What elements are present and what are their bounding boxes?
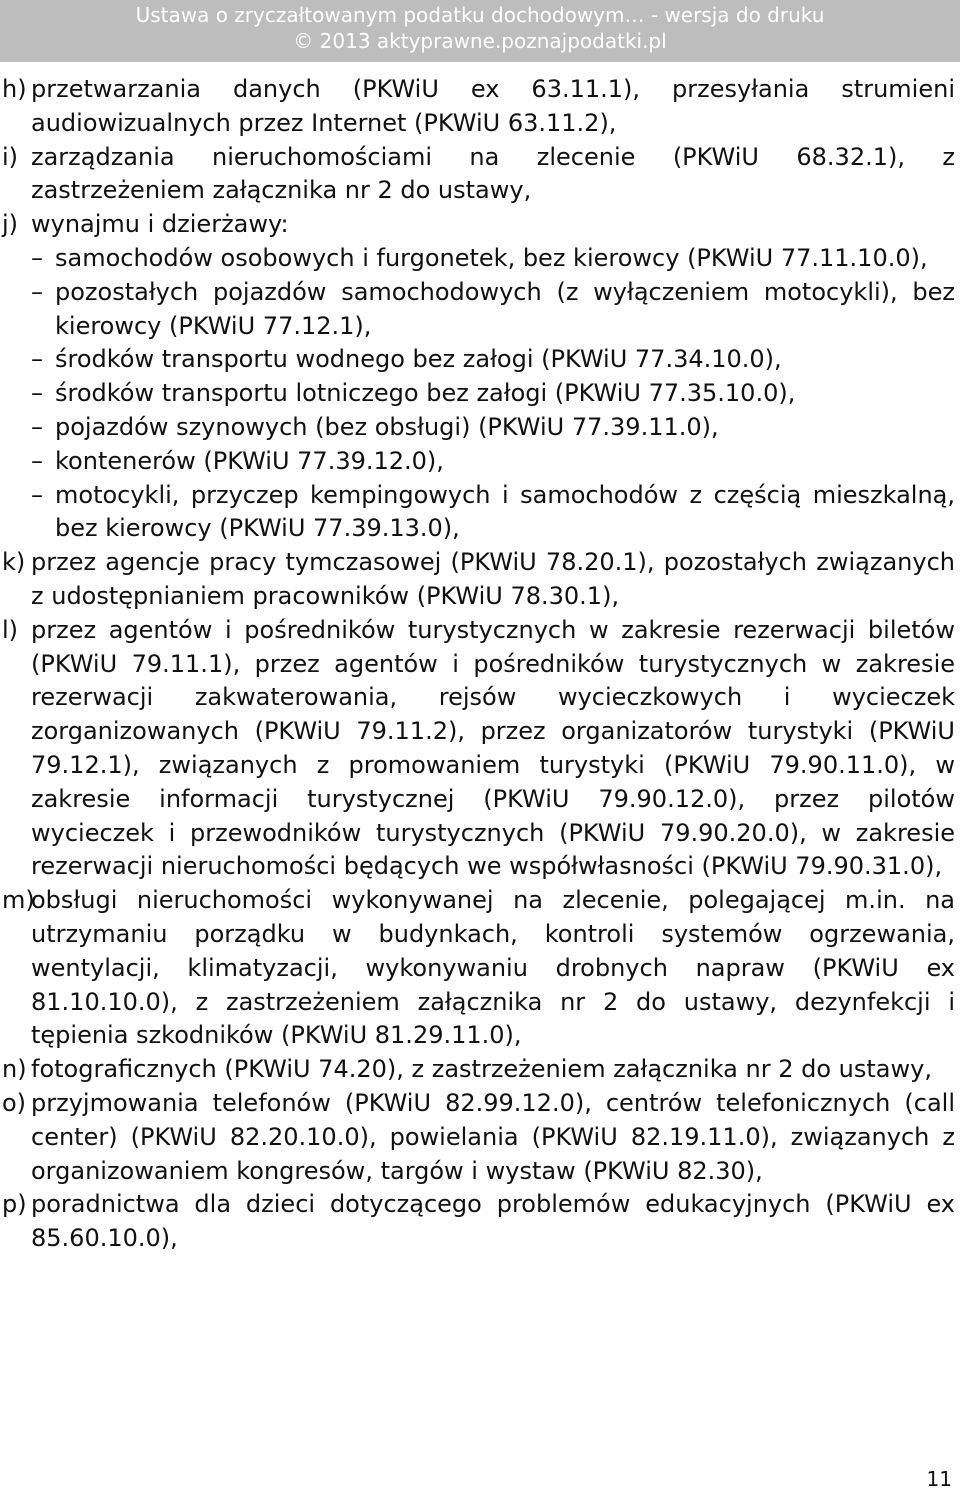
item-text: obsługi nieruchomości wykonywanej na zlecenie, polegającej m.in. na utrzymaniu porządku w budynkach, kontroli systemów ogrzewania, wentylacji, klimatyzacji, wykonywaniu drobnych napraw (PKWiU ex 81.10.10.0), z zastrzeżeniem załącznika nr 2 do ustawy, dezynfekcji i tępienia szkodników (PKWiU 81.29.11.0), bbox=[31, 886, 955, 1050]
item-label: h) bbox=[2, 75, 27, 103]
item-label: l) bbox=[2, 615, 19, 644]
header-title: Ustawa o zryczałtowanym podatku dochodowym… - wersja do druku bbox=[135, 3, 825, 27]
item-text: poradnictwa dla dzieci dotyczącego problemów edukacyjnych (PKWiU ex 85.60.10.0), bbox=[31, 1190, 955, 1253]
dash-bullet: – bbox=[31, 277, 43, 306]
sub-item bbox=[0, 242, 955, 276]
item-text: przyjmowania telefonów (PKWiU 82.99.12.0), centrów telefonicznych (call center) (PKWiU 82.20.10.0), powielania (PKWiU 82.19.11.0), związanych z organizowaniem kongresów, targów i wystaw (PKWiU 82.30), bbox=[31, 1088, 955, 1185]
item-text: fotograficznych (PKWiU 74.20), z zastrzeżeniem załącznika nr 2 do ustawy, bbox=[31, 1055, 932, 1084]
dash-bullet: – bbox=[31, 480, 43, 509]
list-item bbox=[0, 1188, 955, 1256]
document-header bbox=[0, 0, 960, 62]
list-item bbox=[0, 141, 955, 209]
item-label: i) bbox=[2, 142, 19, 171]
sub-item bbox=[0, 343, 955, 377]
list-item bbox=[0, 73, 955, 141]
sub-item bbox=[0, 276, 955, 344]
dash-bullet: – bbox=[31, 345, 43, 374]
list-item bbox=[0, 208, 955, 242]
document-body bbox=[0, 73, 955, 1256]
list-item bbox=[0, 884, 955, 1053]
sub-item bbox=[0, 411, 955, 445]
item-text: przez agencje pracy tymczasowej (PKWiU 78.20.1), pozostałych związanych z udostępnianiem pracowników (PKWiU 78.30.1), bbox=[31, 548, 955, 610]
header-copyright: © 2013 aktyprawne.poznajpodatki.pl bbox=[293, 29, 667, 53]
item-label: m) bbox=[2, 886, 35, 915]
list-item bbox=[0, 1087, 955, 1188]
sub-item-text: samochodów osobowych i furgonetek, bez kierowcy (PKWiU 77.11.10.0), bbox=[55, 243, 928, 272]
dash-bullet: – bbox=[31, 412, 43, 441]
dash-bullet: – bbox=[31, 446, 43, 475]
item-label: j) bbox=[2, 210, 19, 239]
item-text: przez agentów i pośredników turystycznych w zakresie rezerwacji biletów (PKWiU 79.11.1), przez agentów i pośredników turystycznych w zakresie rezerwacji zakwaterowania, rejsów wycieczkowych i wycieczek zorganizowanych (PKWiU 79.11.2), przez organizatorów turystyki (PKWiU 79.12.1), związanych z promowaniem turystyki (PKWiU 79.90.11.0), w zakresie informacji turystycznej (PKWiU 79.90.12.0), przez pilotów wycieczek i przewodników turystycznych (PKWiU 79.90.20.0), w zakresie rezerwacji nieruchomości będących we współwłasności (PKWiU 79.90.31.0), bbox=[31, 615, 955, 881]
item-text: wynajmu i dzierżawy: bbox=[31, 210, 289, 239]
dash-bullet: – bbox=[31, 379, 43, 408]
item-label: k) bbox=[2, 548, 26, 577]
sub-item-text: motocykli, przyczep kempingowych i samochodów z częścią mieszkalną, bez kierowcy (PKWiU 77.39.13.0), bbox=[55, 480, 955, 543]
sub-item-text: pojazdów szynowych (bez obsługi) (PKWiU 77.39.11.0), bbox=[55, 412, 719, 441]
item-text: zarządzania nieruchomościami na zlecenie (PKWiU 68.32.1), z zastrzeżeniem załącznika nr 2 do ustawy, bbox=[31, 142, 955, 205]
item-label: o) bbox=[2, 1088, 27, 1117]
item-text: przetwarzania danych (PKWiU ex 63.11.1), przesyłania strumieni audiowizualnych przez Internet (PKWiU 63.11.2), bbox=[31, 75, 955, 137]
sub-item bbox=[0, 377, 955, 411]
sub-item-text: kontenerów (PKWiU 77.39.12.0), bbox=[55, 446, 444, 475]
list-item bbox=[0, 614, 955, 884]
item-label: n) bbox=[2, 1055, 27, 1084]
sub-item-text: środków transportu wodnego bez załogi (PKWiU 77.34.10.0), bbox=[55, 345, 782, 374]
sub-item-text: pozostałych pojazdów samochodowych (z wyłączeniem motocykli), bez kierowcy (PKWiU 77.12.1), bbox=[55, 277, 955, 340]
sub-item bbox=[0, 445, 955, 479]
list-item bbox=[0, 546, 955, 614]
page-number: 11 bbox=[926, 1467, 952, 1491]
sub-item-text: środków transportu lotniczego bez załogi (PKWiU 77.35.10.0), bbox=[55, 379, 796, 408]
sub-item bbox=[0, 479, 955, 547]
list-item bbox=[0, 1053, 955, 1087]
dash-bullet: – bbox=[31, 243, 43, 272]
item-label: p) bbox=[2, 1190, 27, 1219]
